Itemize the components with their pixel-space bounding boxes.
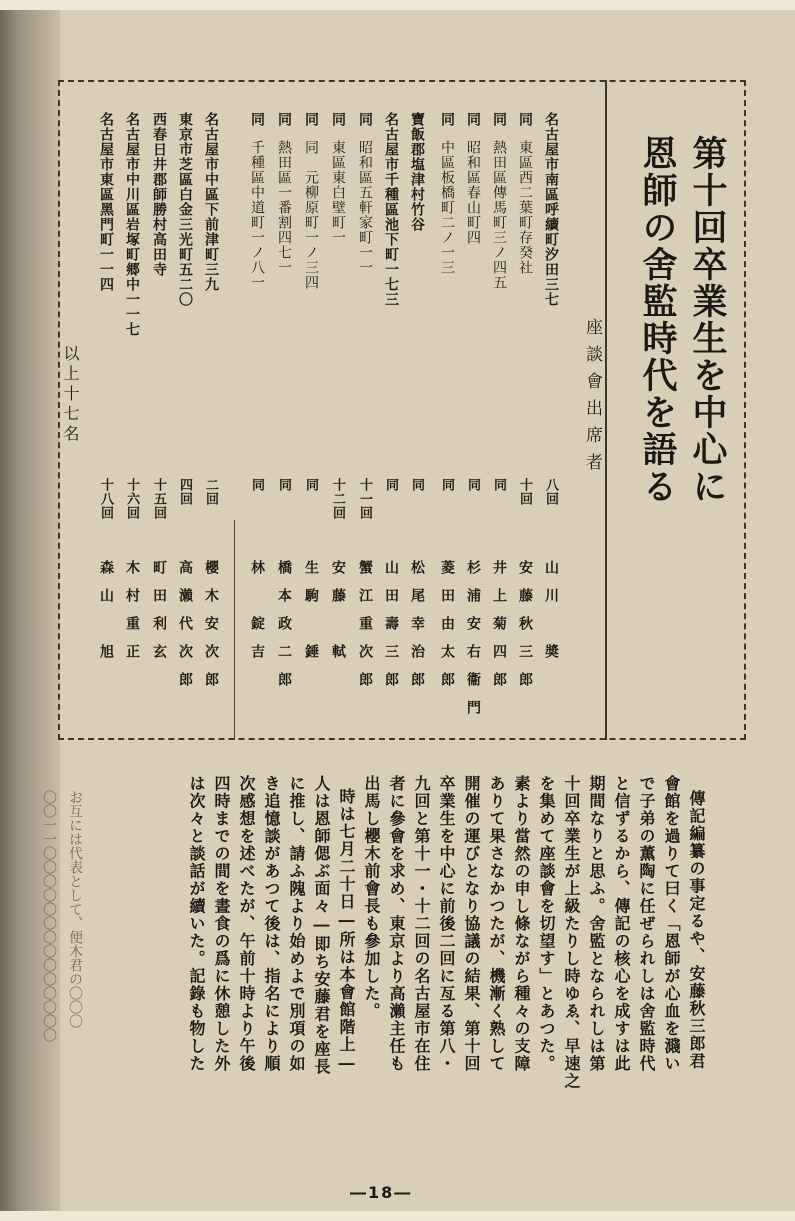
attendee-name: 安藤秋三郎	[517, 560, 533, 700]
body-text-column: と信ずるから、傳記の核心を成すは此	[612, 775, 631, 1073]
attendee-name: 櫻木安次郎	[203, 560, 219, 700]
attendee-address: 中區板橋町二ノ一三	[439, 140, 455, 275]
attendee-address-prefix: 名古屋市千種區池下町一七三	[383, 112, 399, 307]
attendee-class: 十六回	[124, 478, 139, 520]
attendee-address-prefix: 同	[439, 112, 455, 127]
attendee-name: 松尾幸治郎	[409, 560, 425, 700]
body-text-column: 卒業生を中心に前後二回に亙る第八・	[437, 775, 456, 1073]
attendee-address: 同 元柳原町一ノ三四	[303, 140, 319, 290]
attendee-address-prefix: 同	[491, 112, 507, 127]
attendee-name: 井上菊四郎	[491, 560, 507, 700]
attendee-address-prefix: 同	[465, 112, 481, 127]
body-text-column: を集めて座談會を切望す」とあつた。	[537, 775, 556, 1073]
attendee-class: 十五回	[151, 478, 166, 520]
attendee-name: 菱田由太郎	[439, 560, 455, 700]
attendee-name: 高瀨代次郎	[177, 560, 193, 700]
attendee-class: 同	[409, 478, 424, 492]
body-text-column: 會館を過りて曰く「恩師が心血を濺い	[662, 775, 681, 1073]
attendee-address: 西春日井郡師勝村高田寺	[151, 112, 167, 277]
faded-text-column: 〇〇一一〇〇〇〇〇〇〇〇〇〇〇〇〇〇	[41, 790, 57, 1042]
attendee-address: 昭和區春山町四	[465, 140, 481, 245]
attendee-address: 名古屋市中區下前津町三九	[203, 112, 219, 292]
body-text-column: ありて果さなかつたが、機漸く熟して	[487, 775, 506, 1073]
attendee-name: 木村重正	[124, 560, 140, 672]
body-text-column: 傳記編纂の事定るや、安藤秋三郎君	[687, 790, 706, 1070]
body-text-column: 九回と第十一・十二回の名古屋市在住	[412, 775, 431, 1073]
attendee-class: 四回	[177, 478, 192, 506]
attendee-name: 安藤 軾	[330, 560, 346, 672]
attendee-address: 千種區中道町一ノ八一	[249, 140, 265, 290]
attendee-address-prefix: 同	[517, 112, 533, 127]
attendee-divider	[234, 520, 235, 740]
body-text-column: き追憶談があつて後は、指名により順	[262, 775, 281, 1073]
page-number: ―18―	[350, 1183, 413, 1202]
attendee-address: 昭和區五軒家町一一	[357, 140, 373, 275]
body-text-column: 時は七月二十日―所は本會館階上―	[337, 788, 356, 1074]
attendee-address-prefix: 同	[249, 112, 265, 127]
attendee-name: 橋本政二郎	[276, 560, 292, 700]
body-text-column: 人は恩師偲ぶ面々―即ち安藤君を座長	[312, 775, 331, 1076]
page-edge-top	[0, 0, 795, 10]
faded-text-column: お互には代表として、便木君の〇〇〇	[67, 790, 83, 1028]
attendee-address-prefix: 名古屋市南區呼續町汐田三七	[543, 112, 559, 307]
attendee-class: 同	[383, 478, 398, 492]
attendee-class: 二回	[203, 478, 218, 506]
attendee-address-prefix: 寶飯郡塩津村竹谷	[409, 112, 425, 232]
attendee-address-prefix: 同	[276, 112, 292, 127]
attendee-class: 同	[439, 478, 454, 492]
body-text-column: 次感想を述べたが、午前十時より午後	[237, 775, 256, 1073]
body-text-column: 素より當然の申し條ながら種々の支障	[512, 775, 531, 1073]
title-line-2: 恩師の舍監時代を語る	[637, 135, 678, 505]
attendee-class: 十一回	[357, 478, 372, 520]
attendee-name: 山田壽三郎	[383, 560, 399, 700]
attendee-address: 東區西二葉町存癸社	[517, 140, 533, 275]
body-text-column: 期間なりと思ふ。舍監となられしは第	[587, 775, 606, 1073]
body-text-column: 十回卒業生が上級たりし時ゆゑ、早速之	[562, 775, 581, 1090]
attendee-class: 八回	[543, 478, 558, 506]
body-text-column: は次々と談話が續いた。記錄も物した	[187, 775, 206, 1073]
body-text-column: に推し、請ふ隗より始めよで別項の如	[287, 775, 306, 1073]
subtitle: 座談會出席者	[582, 318, 602, 480]
attendee-name: 林 錠吉	[249, 560, 265, 672]
body-text-column: で子弟の薫陶に任ぜられしは舍監時代	[637, 775, 656, 1073]
attendee-class: 同	[303, 478, 318, 492]
attendee-class: 十回	[517, 478, 532, 506]
attendee-class: 同	[491, 478, 506, 492]
attendee-address: 名古屋市東區黑門町一一四	[98, 112, 114, 292]
attendee-name: 山川 奬	[543, 560, 559, 672]
attendee-name: 杉浦安右衞門	[465, 560, 481, 728]
attendee-address: 名古屋市中川區岩塚町郷中一一七	[124, 112, 140, 337]
attendee-name: 生駒 錘	[303, 560, 319, 672]
attendee-name: 町田利玄	[151, 560, 167, 672]
page-edge-bottom	[0, 1211, 795, 1221]
attendee-address: 熱田區一番割四七一	[276, 140, 292, 275]
attendee-class: 同	[249, 478, 264, 492]
attendee-address-prefix: 同	[357, 112, 373, 127]
attendee-class: 十二回	[330, 478, 345, 520]
attendee-address: 東京市芝區白金三光町五二〇	[177, 112, 193, 307]
body-text-column: 者に參會を求め、東京より高瀨主任も	[387, 775, 406, 1073]
summary-count: 以上十七名	[61, 345, 80, 445]
attendee-name: 蟹江重次郎	[357, 560, 373, 700]
attendee-class: 十八回	[98, 478, 113, 520]
attendee-address-prefix: 同	[303, 112, 319, 127]
body-text-column: 開催の運びとなり協議の結果、第十回	[462, 775, 481, 1073]
attendee-class: 同	[465, 478, 480, 492]
body-text-column: 四時までの間を晝食の爲に休憩した外	[212, 775, 231, 1073]
attendee-address: 東區東白壁町一	[330, 140, 346, 245]
body-text-column: 出馬し櫻木前會長も參加した。	[362, 775, 381, 1020]
attendee-address-prefix: 同	[330, 112, 346, 127]
attendee-address: 熱田區傳馬町三ノ四五	[491, 140, 507, 290]
title-line-1: 第十回卒業生を中心に	[687, 135, 728, 505]
attendee-name: 森山 旭	[98, 560, 114, 672]
attendee-class: 同	[276, 478, 291, 492]
